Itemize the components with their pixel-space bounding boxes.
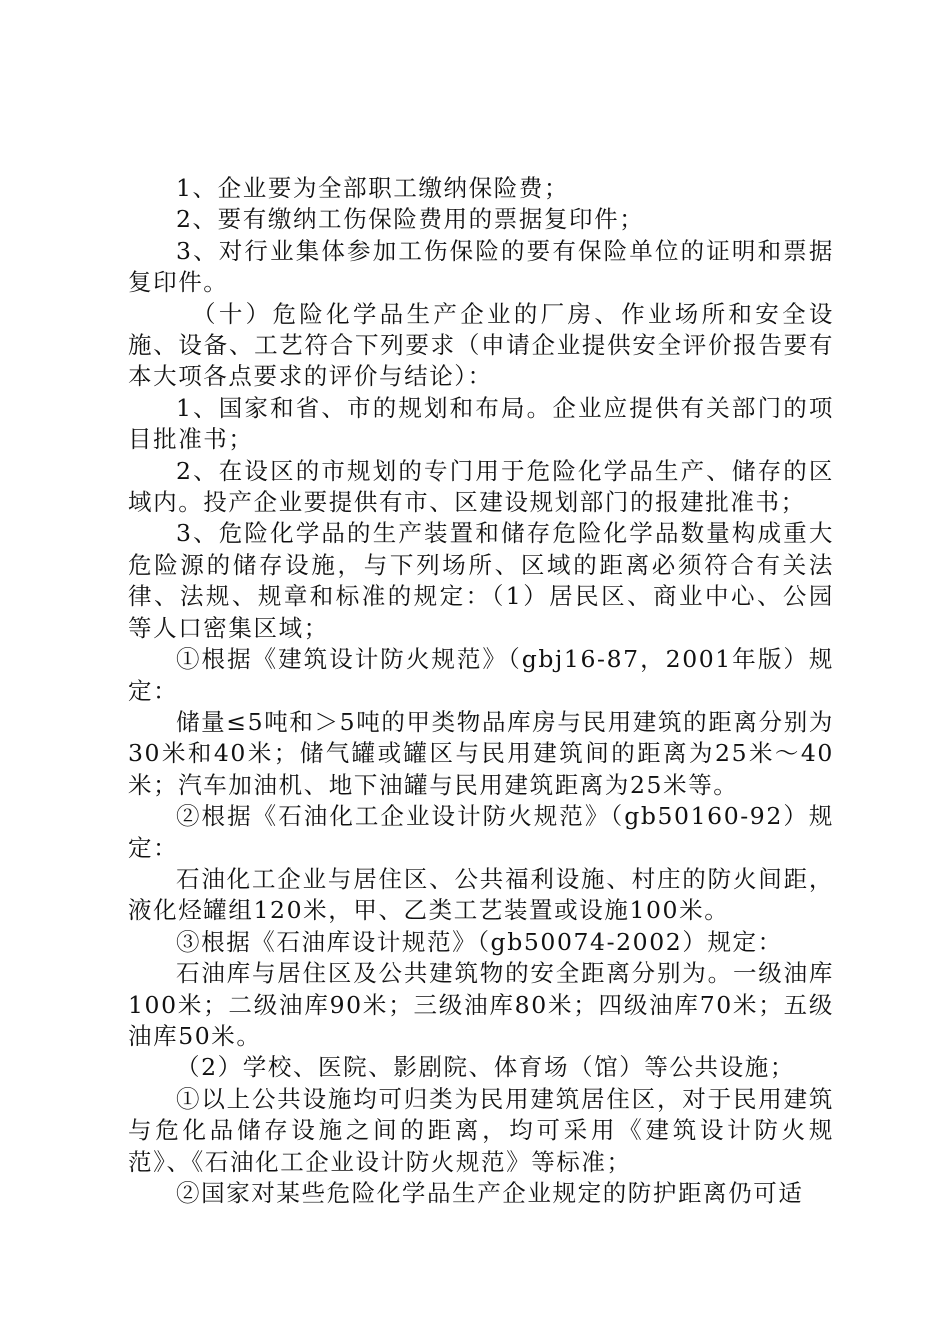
paragraph-standard-2-detail: 石油化工企业与居住区、公共福利设施、村庄的防火间距，液化烃罐组120米，甲、乙类工艺装置或设施100米。: [128, 864, 834, 925]
paragraph-public-facilities-item-2: ②国家对某些危险化学品生产企业规定的防护距离仍可适: [176, 1179, 804, 1207]
paragraph-public-facilities-item-1: ①以上公共设施均可归类为民用建筑居住区，对于民用建筑与危化品储存设施之间的距离，均可采用《建筑设计防火规范》、《石油化工企业设计防火规范》等标准；: [128, 1084, 834, 1176]
paragraph-public-facilities: （2）学校、医院、影剧院、体育场（馆）等公共设施；: [176, 1053, 795, 1082]
document-body: [128, 173, 834, 1209]
paragraph-planning-item-2: 2、在设区的市规划的专门用于危险化学品生产、储存的区域内。投产企业要提供有市、区建设规划部门的报建批准书；: [128, 456, 834, 517]
paragraph-standard-3-detail: 石油库与居住区及公共建筑物的安全距离分别为。一级油库100米；二级油库90米；三级油库80米；四级油库70米；五级油库50米。: [128, 959, 834, 1050]
paragraph-insurance-item-2: 2、要有缴纳工伤保险费用的票据复印件；: [176, 205, 645, 234]
paragraph-standard-3: ③根据《石油库设计规范》（gb50074-2002）规定：: [176, 927, 783, 956]
paragraph-standard-2: ②根据《石油化工企业设计防火规范》（gb50160-92）规定：: [128, 802, 834, 862]
paragraph-insurance-item-3: 3、对行业集体参加工伤保险的要有保险单位的证明和票据复印件。: [128, 236, 834, 297]
paragraph-insurance-item-1: 1、企业要为全部职工缴纳保险费；: [176, 174, 570, 202]
paragraph-section-10-heading: （十）危险化学品生产企业的厂房、作业场所和安全设施、设备、工艺符合下列要求（申请企业提供安全评价报告要有本大项各点要求的评价与结论）：: [128, 299, 834, 391]
paragraph-planning-item-3: 3、危险化学品的生产装置和储存危险化学品数量构成重大危险源的储存设施，与下列场所、区域的距离必须符合有关法律、法规、规章和标准的规定：（1）居民区、商业中心、公园等人口密集区域；: [128, 519, 834, 642]
paragraph-standard-1: ①根据《建筑设计防火规范》（gbj16-87，2001年版）规定：: [128, 645, 834, 705]
paragraph-planning-item-1: 1、国家和省、市的规划和布局。企业应提供有关部门的项目批准书；: [128, 393, 834, 454]
paragraph-standard-1-detail: 储量≤5吨和＞5吨的甲类物品库房与民用建筑的距离分别为30米和40米；储气罐或罐区与民用建筑间的距离为25米～40米；汽车加油机、地下油罐与民用建筑距离为25米等。: [128, 707, 834, 799]
